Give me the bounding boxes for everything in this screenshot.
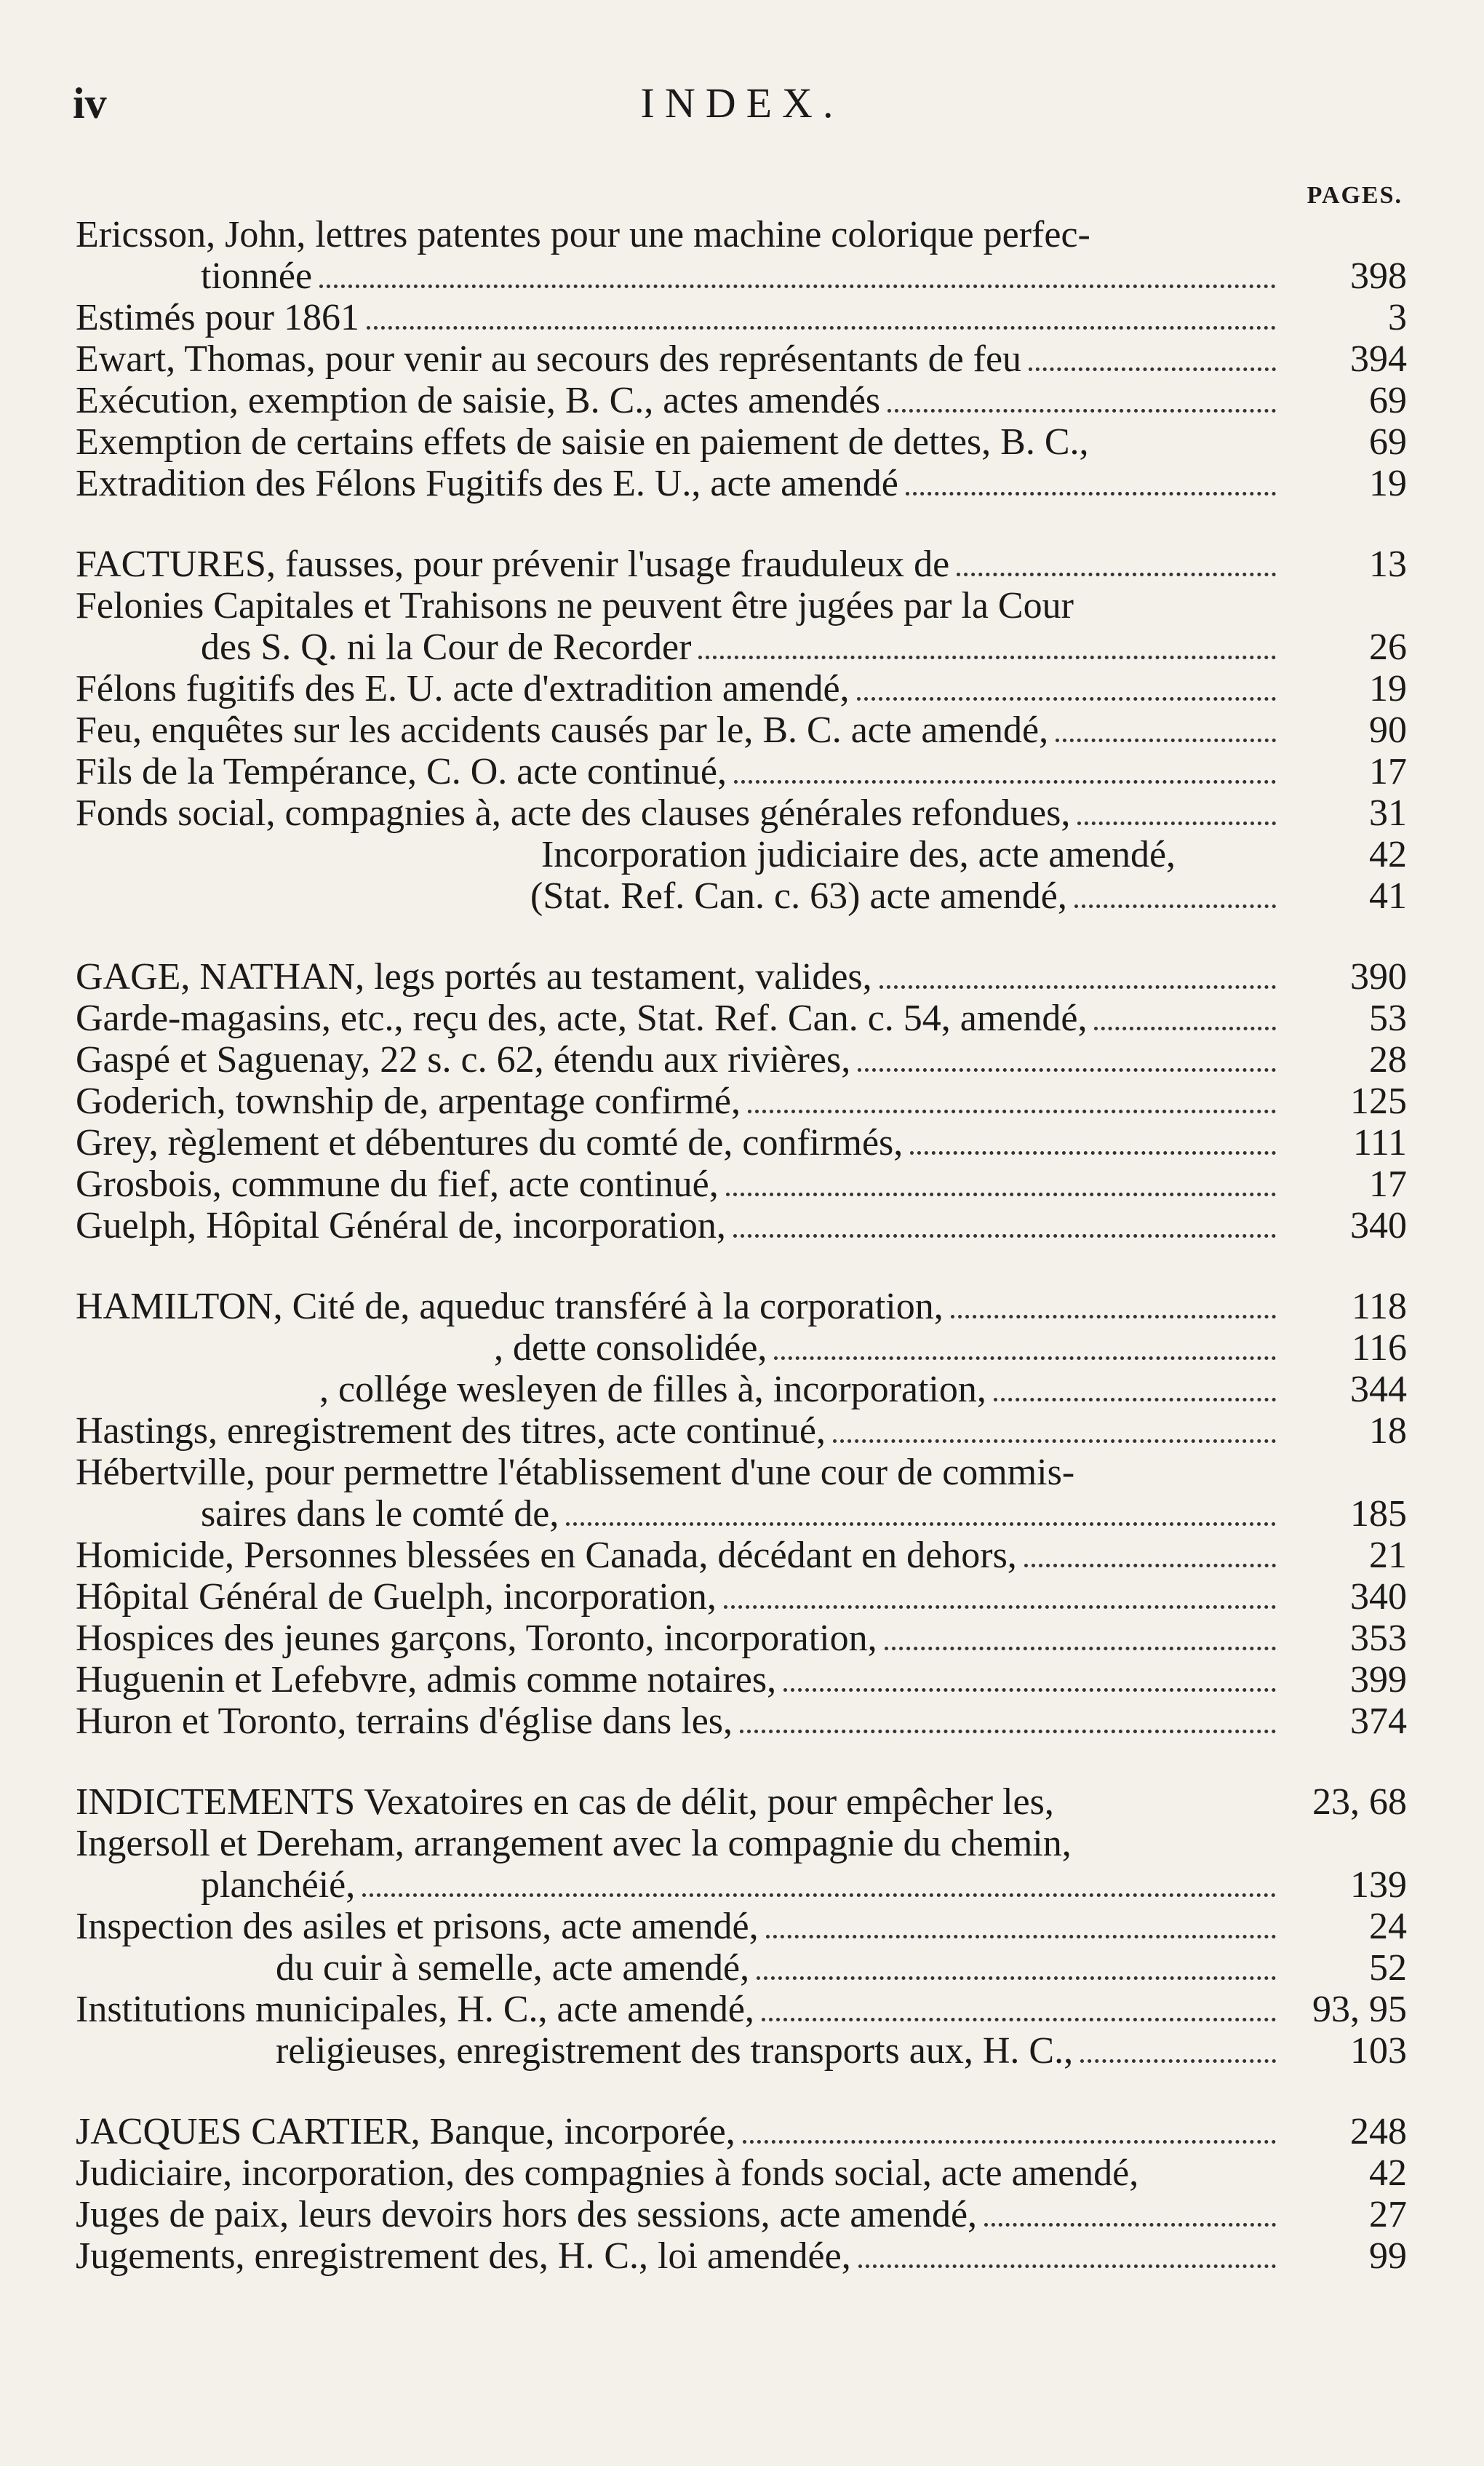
index-list <box>76 214 1407 2316</box>
entry-page: 93, 95 <box>1312 1989 1407 2030</box>
entry-page: 3 <box>1388 297 1407 338</box>
entry-text: JACQUES CARTIER, Banque, incorporée, <box>76 2111 735 2152</box>
entry-text: Grey, règlement et débentures du comté de, confirmés, <box>76 1122 903 1164</box>
entry-text: HAMILTON, Cité de, aqueduc transféré à la corporation, <box>76 1286 944 1327</box>
entry-page: 17 <box>1369 751 1407 792</box>
index-entry <box>76 668 1407 709</box>
entry-text: Homicide, Personnes blessées en Canada, décédant en dehors, <box>76 1535 1017 1576</box>
entry-text: du cuir à semelle, acte amendé, <box>276 1947 750 1989</box>
index-entry <box>76 380 1407 421</box>
entry-page: 90 <box>1369 709 1407 751</box>
index-entry <box>76 2111 1407 2152</box>
dot-leader <box>1056 739 1276 742</box>
index-entry <box>76 1493 1407 1535</box>
index-entry <box>76 2030 1407 2072</box>
dot-leader <box>879 985 1276 989</box>
index-entry <box>76 1659 1407 1701</box>
entry-page: 17 <box>1369 1164 1407 1205</box>
entry-text: Ingersoll et Dereham, arrangement avec la compagnie du chemin, <box>76 1823 1072 1864</box>
dot-leader <box>885 1647 1276 1650</box>
dot-leader <box>319 285 1276 288</box>
entry-page: 27 <box>1369 2194 1407 2235</box>
dot-leader <box>734 780 1276 784</box>
dot-leader <box>984 2223 1276 2227</box>
index-entry <box>76 1864 1407 1906</box>
index-entry <box>76 1369 1407 1410</box>
dot-leader <box>858 2264 1276 2268</box>
entry-page: 41 <box>1369 875 1407 917</box>
entry-text: GAGE, NATHAN, legs portés au testament, valides, <box>76 956 872 998</box>
index-entry <box>76 214 1407 255</box>
pages-column-label: PAGES. <box>1307 182 1403 209</box>
dot-leader <box>783 1688 1276 1692</box>
entry-text: Gaspé et Saguenay, 22 s. c. 62, étendu aux rivières, <box>76 1039 851 1081</box>
index-entry <box>76 627 1407 668</box>
dot-leader <box>740 1730 1276 1733</box>
index-entry <box>76 1327 1407 1369</box>
entry-text: Ericsson, John, lettres patentes pour une machine colorique perfec- <box>76 214 1090 255</box>
index-entry <box>76 585 1407 627</box>
entry-page: 344 <box>1350 1369 1407 1410</box>
entry-page: 118 <box>1351 1286 1407 1327</box>
entry-text: Huguenin et Lefebvre, admis comme notaires, <box>76 1659 777 1701</box>
dot-leader <box>951 1315 1276 1318</box>
entry-text: planchéié, <box>201 1864 356 1906</box>
entry-text: Guelph, Hôpital Général de, incorporation, <box>76 1205 726 1246</box>
entry-page: 374 <box>1350 1701 1407 1742</box>
entry-text: INDICTEMENTS Vexatoires en cas de délit, pour empêcher les, <box>76 1781 1054 1823</box>
entry-page: 248 <box>1350 2111 1407 2152</box>
entry-page: 99 <box>1369 2235 1407 2277</box>
entry-text: saires dans le comté de, <box>201 1493 559 1535</box>
dot-leader <box>957 573 1276 576</box>
entry-text: Jugements, enregistrement des, H. C., loi amendée, <box>76 2235 851 2277</box>
index-entry <box>76 1205 1407 1246</box>
index-entry <box>76 834 1407 875</box>
dot-leader <box>906 492 1276 496</box>
entry-text: des S. Q. ni la Cour de Recorder <box>201 627 692 668</box>
entry-page: 31 <box>1369 792 1407 834</box>
dot-leader <box>774 1356 1276 1360</box>
index-entry <box>76 2235 1407 2277</box>
dot-leader <box>724 1605 1276 1609</box>
index-entry <box>76 1906 1407 1947</box>
entry-page: 42 <box>1369 2152 1407 2194</box>
index-section <box>76 2111 1407 2277</box>
entry-page: 116 <box>1351 1327 1407 1369</box>
dot-leader <box>566 1522 1276 1526</box>
dot-leader <box>762 2018 1276 2021</box>
index-section <box>76 1781 1407 2072</box>
entry-page: 399 <box>1350 1659 1407 1701</box>
dot-leader <box>1029 367 1276 371</box>
entry-page: 394 <box>1350 338 1407 380</box>
index-entry <box>76 1410 1407 1452</box>
index-entry <box>76 709 1407 751</box>
dot-leader <box>857 697 1276 701</box>
entry-page: 353 <box>1350 1618 1407 1659</box>
dot-leader <box>748 1110 1276 1113</box>
index-entry <box>76 1286 1407 1327</box>
entry-page: 42 <box>1369 834 1407 875</box>
entry-page: 390 <box>1350 956 1407 998</box>
index-entry <box>76 1989 1407 2030</box>
entry-page: 19 <box>1369 463 1407 504</box>
dot-leader <box>833 1439 1276 1443</box>
dot-leader <box>367 326 1276 330</box>
entry-text: Exemption de certains effets de saisie en paiement de dettes, B. C., <box>76 421 1089 463</box>
index-entry <box>76 1164 1407 1205</box>
entry-text: Hastings, enregistrement des titres, acte continué, <box>76 1410 826 1452</box>
index-entry <box>76 297 1407 338</box>
index-entry <box>76 1618 1407 1659</box>
entry-text: tionnée <box>201 255 313 297</box>
entry-page: 53 <box>1369 998 1407 1039</box>
entry-text: (Stat. Ref. Can. c. 63) acte amendé, <box>530 875 1067 917</box>
entry-page: 125 <box>1350 1081 1407 1122</box>
index-entry <box>76 1781 1407 1823</box>
index-entry <box>76 544 1407 585</box>
index-entry <box>76 875 1407 917</box>
entry-text: Fils de la Tempérance, C. O. acte continué, <box>76 751 727 792</box>
entry-page: 111 <box>1352 1122 1407 1164</box>
entry-text: Incorporation judiciaire des, acte amendé, <box>541 834 1176 875</box>
entry-page: 398 <box>1350 255 1407 297</box>
entry-page: 69 <box>1369 421 1407 463</box>
entry-page: 24 <box>1369 1906 1407 1947</box>
entry-text: , dette consolidée, <box>494 1327 767 1369</box>
entry-page: 26 <box>1369 627 1407 668</box>
index-entry <box>76 2194 1407 2235</box>
entry-text: Estimés pour 1861 <box>76 297 359 338</box>
index-section <box>76 544 1407 917</box>
dot-leader <box>1074 904 1276 908</box>
entry-text: Fonds social, compagnies à, acte des clauses générales refondues, <box>76 792 1071 834</box>
entry-text: Félons fugitifs des E. U. acte d'extradition amendé, <box>76 668 850 709</box>
dot-leader <box>733 1234 1276 1238</box>
entry-text: Garde-magasins, etc., reçu des, acte, Stat. Ref. Can. c. 54, amendé, <box>76 998 1088 1039</box>
index-entry <box>76 421 1407 463</box>
index-entry <box>76 1701 1407 1742</box>
entry-page: 21 <box>1369 1535 1407 1576</box>
dot-leader <box>362 1893 1276 1897</box>
dot-leader <box>994 1398 1276 1401</box>
page-title: INDEX. <box>640 79 844 127</box>
entry-text: Inspection des asiles et prisons, acte amendé, <box>76 1906 759 1947</box>
dot-leader <box>766 1935 1276 1938</box>
entry-text: Grosbois, commune du fief, acte continué, <box>76 1164 719 1205</box>
index-entry <box>76 956 1407 998</box>
entry-page: 23, 68 <box>1312 1781 1407 1823</box>
index-entry <box>76 255 1407 297</box>
index-entry <box>76 1947 1407 1989</box>
entry-text: FACTURES, fausses, pour prévenir l'usage frauduleux de <box>76 544 950 585</box>
entry-page: 18 <box>1369 1410 1407 1452</box>
entry-text: Hospices des jeunes garçons, Toronto, incorporation, <box>76 1618 877 1659</box>
entry-text: Goderich, township de, arpentage confirmé, <box>76 1081 741 1122</box>
entry-text: Hébertville, pour permettre l'établissement d'une cour de commis- <box>76 1452 1075 1493</box>
dot-leader <box>1024 1564 1276 1567</box>
entry-page: 340 <box>1350 1205 1407 1246</box>
index-entry <box>76 2152 1407 2194</box>
entry-text: Juges de paix, leurs devoirs hors des sessions, acte amendé, <box>76 2194 978 2235</box>
index-section <box>76 956 1407 1246</box>
entry-text: religieuses, enregistrement des transports aux, H. C., <box>276 2030 1074 2072</box>
dot-leader <box>1077 822 1276 825</box>
entry-page: 340 <box>1350 1576 1407 1618</box>
entry-text: Institutions municipales, H. C., acte amendé, <box>76 1989 754 2030</box>
entry-page: 52 <box>1369 1947 1407 1989</box>
index-section <box>76 214 1407 504</box>
index-entry <box>76 1452 1407 1493</box>
dot-leader <box>858 1068 1276 1072</box>
entry-text: Exécution, exemption de saisie, B. C., actes amendés <box>76 380 881 421</box>
index-entry <box>76 1576 1407 1618</box>
entry-text: Felonies Capitales et Trahisons ne peuvent être jugées par la Cour <box>76 585 1074 627</box>
dot-leader <box>1080 2059 1276 2063</box>
entry-text: Extradition des Félons Fugitifs des E. U., acte amendé <box>76 463 898 504</box>
index-entry <box>76 998 1407 1039</box>
entry-text: Huron et Toronto, terrains d'église dans les, <box>76 1701 733 1742</box>
entry-text: Judiciaire, incorporation, des compagnies à fonds social, acte amendé, <box>76 2152 1139 2194</box>
index-entry <box>76 338 1407 380</box>
index-entry <box>76 1823 1407 1864</box>
index-section <box>76 1286 1407 1742</box>
dot-leader <box>726 1193 1276 1196</box>
entry-text: Hôpital Général de Guelph, incorporation, <box>76 1576 717 1618</box>
index-entry <box>76 463 1407 504</box>
index-entry <box>76 1535 1407 1576</box>
entry-page: 103 <box>1350 2030 1407 2072</box>
dot-leader <box>910 1151 1276 1155</box>
entry-text: Feu, enquêtes sur les accidents causés par le, B. C. acte amendé, <box>76 709 1049 751</box>
dot-leader <box>757 1976 1276 1980</box>
dot-leader <box>1094 1027 1276 1030</box>
entry-text: , collége wesleyen de filles à, incorporation, <box>319 1369 986 1410</box>
index-entry <box>76 792 1407 834</box>
entry-page: 139 <box>1350 1864 1407 1906</box>
entry-page: 19 <box>1369 668 1407 709</box>
index-entry <box>76 751 1407 792</box>
dot-leader <box>887 409 1276 413</box>
entry-text: Ewart, Thomas, pour venir au secours des représentants de feu <box>76 338 1022 380</box>
page-number: iv <box>73 79 107 127</box>
entry-page: 28 <box>1369 1039 1407 1081</box>
dot-leader <box>743 2140 1276 2144</box>
entry-page: 13 <box>1369 544 1407 585</box>
entry-page: 69 <box>1369 380 1407 421</box>
entry-page: 185 <box>1350 1493 1407 1535</box>
index-entry <box>76 1039 1407 1081</box>
dot-leader <box>698 656 1276 659</box>
index-entry <box>76 1122 1407 1164</box>
index-entry <box>76 1081 1407 1122</box>
